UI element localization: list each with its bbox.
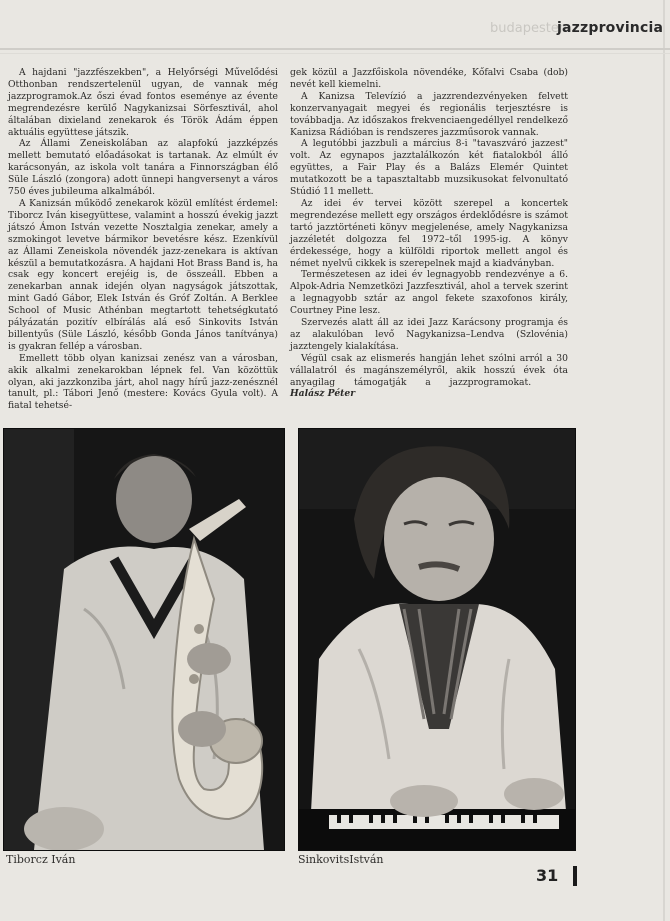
article-paragraph: Szervezés alatt áll az idei Jazz Karácsony programja és az alakulóban levő Nagykanizsa–Lendva (Szlovénia) jazztengely kialakítása.	[290, 317, 568, 352]
photo-caption-left: Tiborcz Iván	[6, 853, 76, 866]
article-paragraph: Természetesen az idei év legnagyobb rendezvénye a 6. Alpok-Adria Nemzetközi Jazzfesztivál, ahol a tervek szerint a legnagyobb sztár az angol fekete szaxofonos király, Courtney Pine lesz.	[290, 269, 568, 317]
page-edge-rule	[663, 0, 665, 921]
article-paragraph	[290, 353, 568, 401]
closing-paragraph-text: Végül csak az elismerés hangján lehet szólni arról a 30 vállalatról és magánszemélyről, akik hosszú évek óta anyagilag támogatják a jazzprogramokat.	[290, 352, 568, 388]
saxophonist-illustration	[4, 429, 284, 850]
article-paragraph: gek közül a Jazzfőiskola növendéke, Kőfalvi Csaba (dob) nevét kell kiemelni.	[290, 67, 568, 90]
article-paragraph: A Kanizsán működő zenekarok közül említést érdemel: Tiborcz Iván kisegyüttese, valamint a hosszú évekig jazzt játszó Ámon István vezette Nosztalgia zenekar, amely a szmokingot levetve bármikor bevetésre kész. Ezenkívül az Állami Zeneiskola növendék jazz-zenekara is aktívan készül a bemutatkozásra. A hajdani Hot Brass Band is, ha csak egy koncert erejéig is, de összeáll. Ebben a zenekarban annak idején olyan nagyságok játszottak, mint Gadó Gábor, Elek István és Gróf Zoltán. A Berklee School of Music Athénban megtartott tehetségkutató pályázatán pozitív elbírálás alá eső Sinkovits István billentyűs (Süle László, később Gonda János tanítványa) is gyakran fellép a városban.	[8, 197, 278, 352]
article-paragraph: A legutóbbi jazzbuli a március 8-i "tavaszváró jazzest" volt. Az egynapos jazztalálkozón két fiatalokból álló együttes, a Fair Play és a Balázs Elemér Quintet mutatkozott be a tapasztaltabb muzsikusokat felvonultató Stúdió 11 mellett.	[290, 138, 568, 198]
pianist-illustration	[299, 429, 575, 850]
author-signature: Halász Péter	[290, 388, 356, 400]
page-number: 31	[536, 866, 559, 885]
article-paragraph: Az idei év tervei között szerepel a koncertek megrendezése mellett egy országos érdeklődésre is számot tartó jazztörténeti könyv megjelenése, amely Nagykanizsa jazzéletét dolgozza fel 1972–től 1995-ig. A könyv érdekessége, hogy a külföldi riportok mellett angol és német nyelvű cikkek is szerepelnek majd a kiadványban.	[290, 197, 568, 269]
article-paragraph: A hajdani "jazzfészekben", a Helyőrségi Művelődési Otthonban rendszertelenül ugyan, de vannak még jazzprogramok.Az őszi évad fontos eseménye az évente megrendezésre kerülő Nagykanizsai Sörfesztivál, ahol általában dixieland zenekarok és Török Ádám éppen aktuális együttese játszik.	[8, 67, 278, 138]
header-ghost-text: budapesten	[490, 21, 568, 36]
article-paragraph: Az Állami Zeneiskolában az alapfokú jazzképzés mellett bemutató előadásokat is tartanak. Az elmúlt év karácsonyán, az iskola volt tanára a Finnországban élő Süle László (zongora) adott ünnepi hangversenyt a város 750 éves jubileuma alkalmából.	[8, 138, 278, 198]
article-paragraph: A Kanizsa Televízió a jazzrendezvényeken felvett konzervanyagait megyei és regionális terjesztésre is továbbadja. Az időszakos frekvenciaengedéllyel rendelkező Kanizsa Rádióban is rendszeres jazzműsorok vannak.	[290, 90, 568, 138]
article-column-right	[290, 67, 568, 400]
article-column-left	[8, 67, 278, 412]
photo-saxophonist	[3, 428, 285, 851]
header-divider	[0, 48, 670, 50]
page-number-marker	[573, 866, 577, 886]
photo-pianist	[298, 428, 576, 851]
article-paragraph: Emellett több olyan kanizsai zenész van a városban, akik alkalmi zenekarokban lépnek fel. Van közöttük olyan, aki jazzkonziba járt, ahol nagy hírű jazz-zenésznél tanult, pl.: Tábori Jenő (mestere: Kovács Gyula volt). A fiatal tehetsé-	[8, 352, 278, 412]
photo-caption-right: SinkovitsIstván	[298, 853, 384, 866]
section-title: jazzprovincia	[557, 20, 664, 36]
header-divider-secondary	[0, 53, 670, 54]
